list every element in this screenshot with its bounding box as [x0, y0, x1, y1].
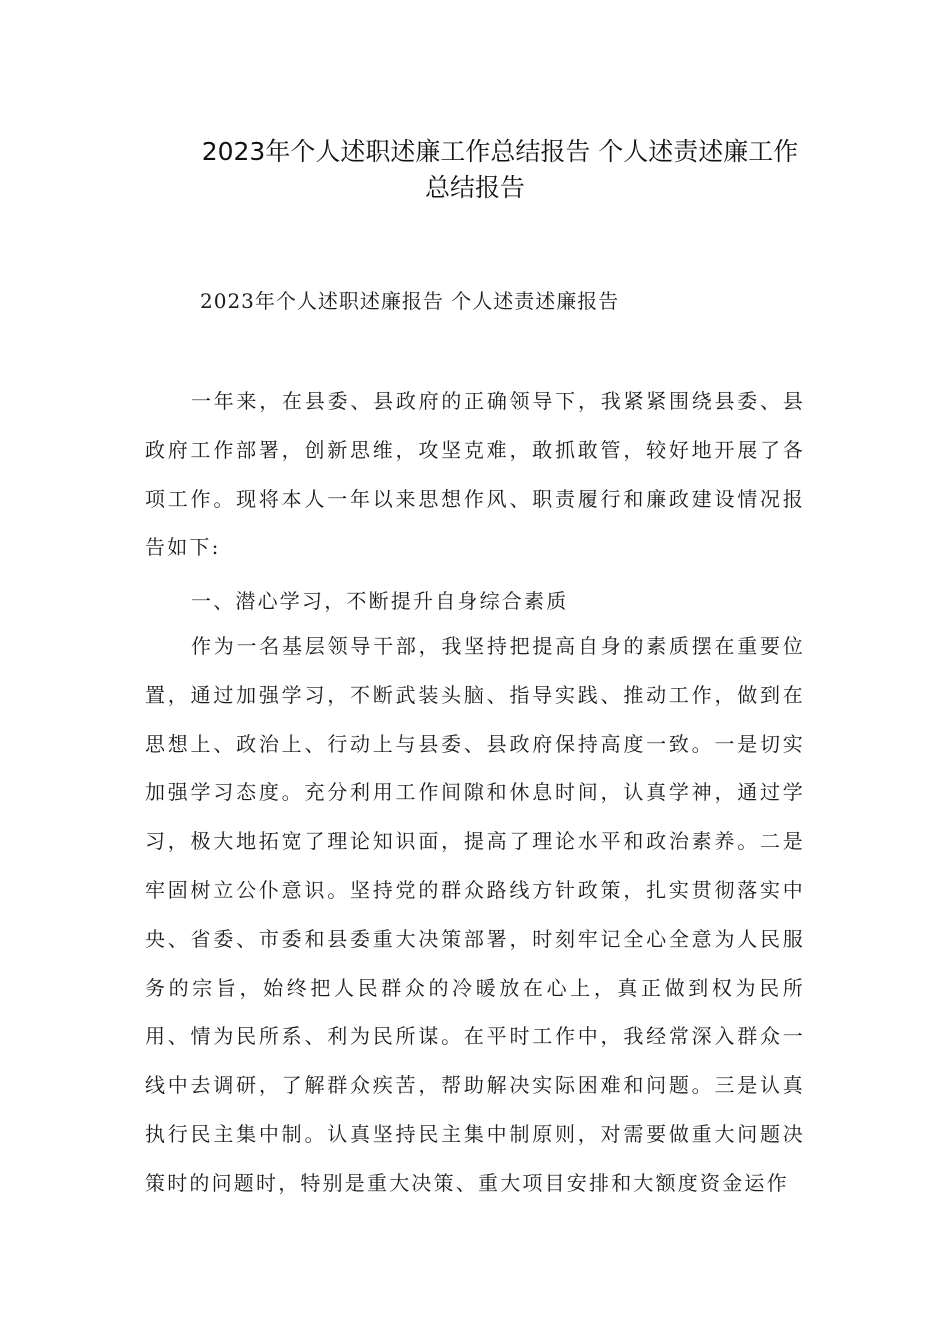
body-paragraph: 作为一名基层领导干部，我坚持把提高自身的素质摆在重要位置，通过加强学习，不断武装头脑、指导实践、推动工作，做到在思想上、政治上、行动上与县委、县政府保持高度一致。一是切实加强学习态度。充分利用工作间隙和休息时间，认真学神，通过学习，极大地拓宽了理论知识面，提高了理论水平和政治素养。二是牢固树立公仆意识。坚持党的群众路线方针政策，扎实贯彻落实中央、省委、市委和县委重大决策部署，时刻牢记全心全意为人民服务的宗旨，始终把人民群众的冷暖放在心上，真正做到权为民所用、情为民所系、利为民所谋。在平时工作中，我经常深入群众一线中去调研，了解群众疾苦，帮助解决实际困难和问题。三是认真执行民主集中制。认真坚持民主集中制原则，对需要做重大问题决策时的问题时，特别是重大决策、重大项目安排和大额度资金运作 [145, 634, 805, 1195]
document-title-line2: 总结报告 [424, 173, 525, 202]
intro-paragraph: 一年来，在县委、县政府的正确领导下，我紧紧围绕县委、县政府工作部署，创新思维，攻坚克难，敢抓敢管，较好地开展了各项工作。现将本人一年以来思想作风、职责履行和廉政建设情况报告如下: [145, 389, 805, 560]
section-heading: 一、潜心学习，不断提升自身综合素质 [191, 589, 569, 613]
document-title-line1: 2023年个人述职述廉工作总结报告 个人述责述廉工作 [201, 137, 799, 166]
document-subtitle: 2023年个人述职述廉报告 个人述责述廉报告 [200, 289, 620, 313]
